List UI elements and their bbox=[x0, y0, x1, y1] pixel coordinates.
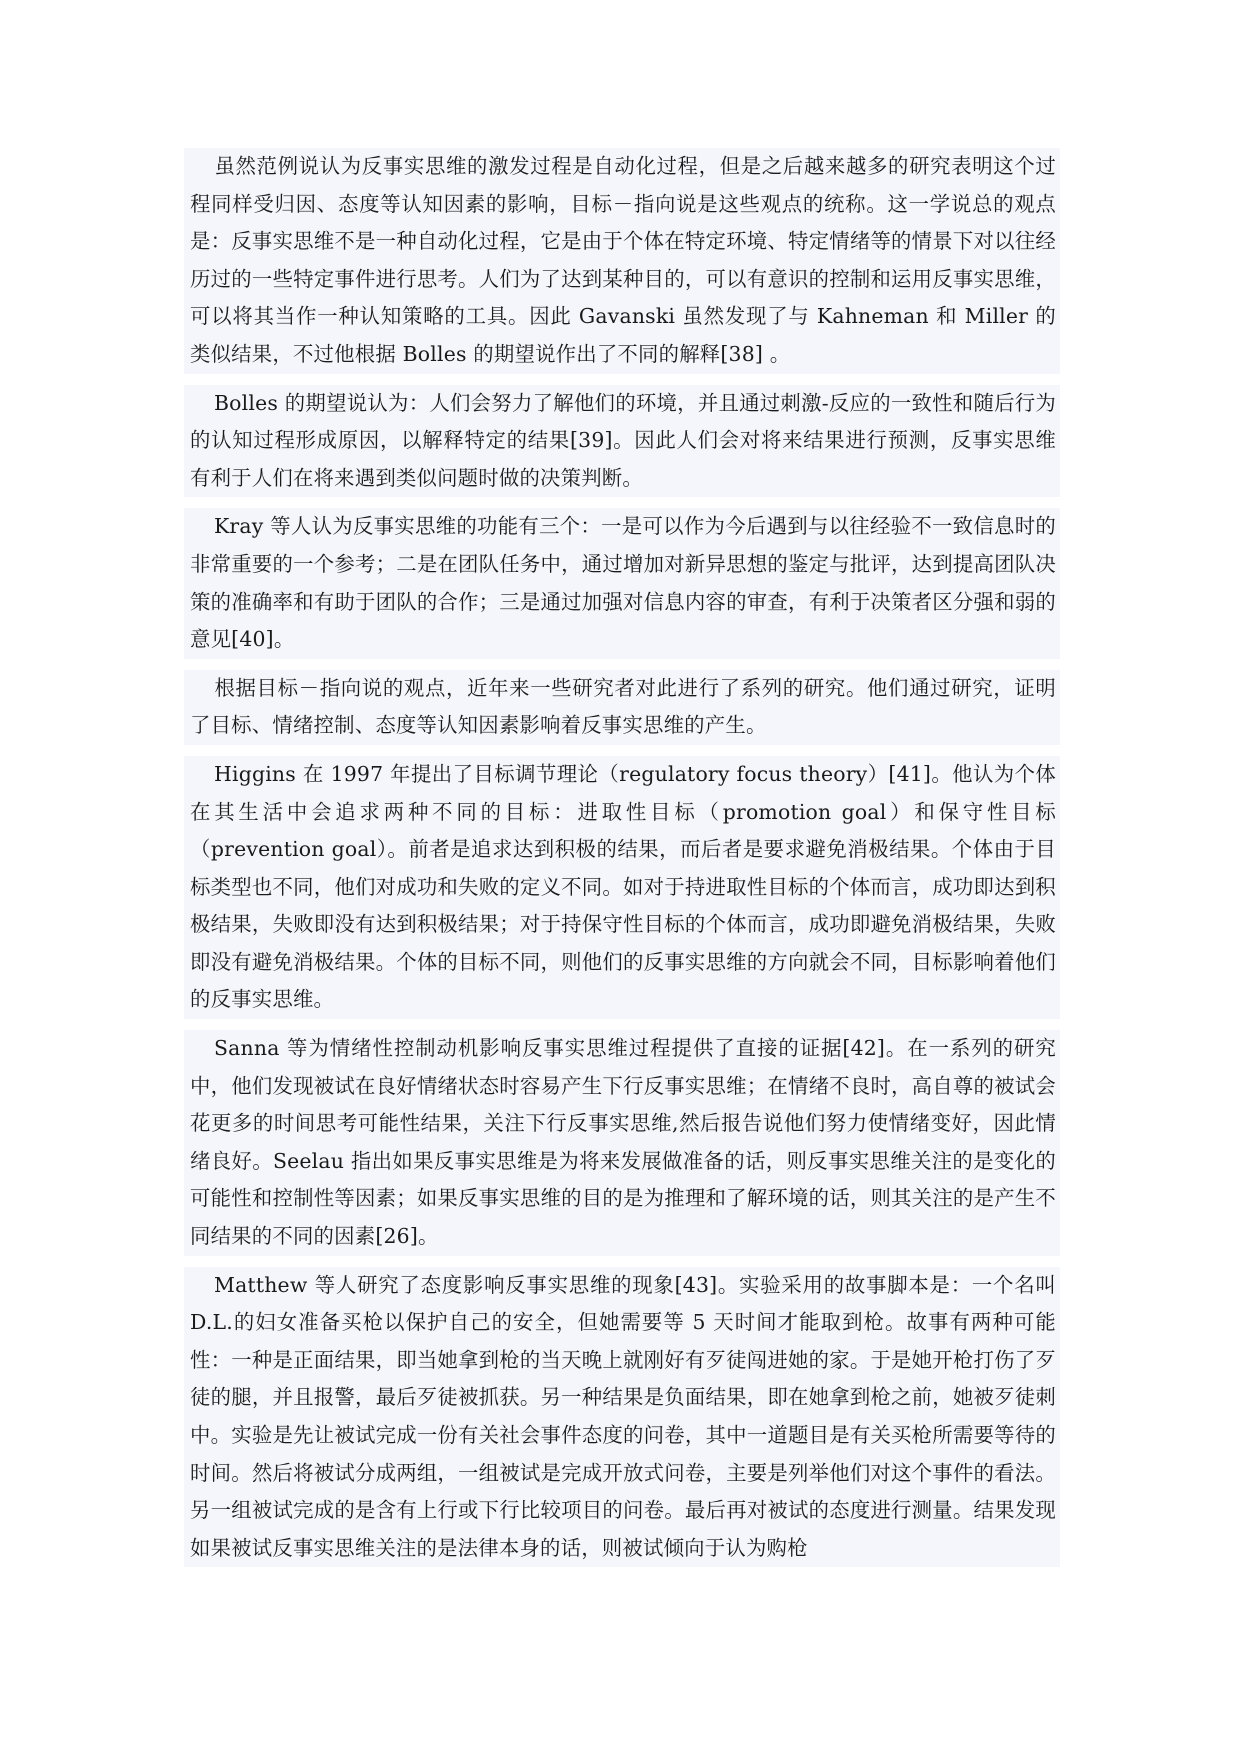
paragraph-recent-research bbox=[184, 670, 1060, 745]
paragraph-text: Higgins 在 1997 年提出了目标调节理论（regulatory focus theory）[41]。他认为个体在其生活中会追求两种不同的目标：进取性目标（promotion goal）和保守性目标（prevention goal）。前者是追求达到积极的结果，而后者是要求避免消极结果。个体由于目标类型也不同，他们对成功和失败的定义不同。如对于持进取性目标的个体而言，成功即达到积极结果，失败即没有达到积极结果；对于持保守性目标的个体而言，成功即避免消极结果，失败即没有避免消极结果。个体的目标不同，则他们的反事实思维的方向就会不同，目标影响着他们的反事实思维。 bbox=[190, 761, 1056, 1012]
paragraph-text: 根据目标－指向说的观点，近年来一些研究者对此进行了系列的研究。他们通过研究，证明了目标、情绪控制、态度等认知因素影响着反事实思维的产生。 bbox=[190, 675, 1056, 738]
paragraph-text: Kray 等人认为反事实思维的功能有三个：一是可以作为今后遇到与以往经验不一致信息时的非常重要的一个参考；二是在团队任务中，通过增加对新异思想的鉴定与批评，达到提高团队决策的准确率和有助于团队的合作；三是通过加强对信息内容的审查，有利于决策者区分强和弱的意见[40]。 bbox=[190, 514, 1056, 652]
paragraph-sanna-emotion bbox=[184, 1030, 1060, 1256]
paragraph-text: Sanna 等为情绪性控制动机影响反事实思维过程提供了直接的证据[42]。在一系列的研究中，他们发现被试在良好情绪状态时容易产生下行反事实思维；在情绪不良时，高自尊的被试会花更多的时间思考可能性结果，关注下行反事实思维,然后报告说他们努力使情绪变好，因此情绪良好。Seelau 指出如果反事实思维是为将来发展做准备的话，则反事实思维关注的是变化的可能性和控制性等因素；如果反事实思维的目的是为推理和了解环境的话，则其关注的是产生不同结果的不同的因素[26]。 bbox=[190, 1036, 1056, 1249]
paragraph-text: 虽然范例说认为反事实思维的激发过程是自动化过程，但是之后越来越多的研究表明这个过程同样受归因、态度等认知因素的影响，目标－指向说是这些观点的统称。这一学说总的观点是：反事实思维不是一种自动化过程，它是由于个体在特定环境、特定情绪等的情景下对以往经历过的一些特定事件进行思考。人们为了达到某种目的，可以有意识的控制和运用反事实思维，可以将其当作一种认知策略的工具。因此 Gavanski 虽然发现了与 Kahneman 和 Miller 的类似结果，不过他根据 Bolles 的期望说作出了不同的解释[38] 。 bbox=[190, 154, 1056, 366]
paragraph-higgins-regulatory-focus bbox=[184, 756, 1060, 1019]
paragraph-matthew-attitude bbox=[184, 1267, 1060, 1568]
paragraph-text: Bolles 的期望说认为：人们会努力了解他们的环境，并且通过刺激-反应的一致性和随后行为的认知过程形成原因，以解释特定的结果[39]。因此人们会对将来结果进行预测，反事实思维有利于人们在将来遇到类似问题时做的决策判断。 bbox=[190, 390, 1056, 490]
paragraph-kray-functions bbox=[184, 508, 1060, 658]
paragraph-goal-directed-theory bbox=[184, 148, 1060, 374]
document-page bbox=[184, 148, 1060, 1603]
paragraph-bolles-expectation bbox=[184, 385, 1060, 498]
paragraph-text: Matthew 等人研究了态度影响反事实思维的现象[43]。实验采用的故事脚本是：一个名叫 D.L.的妇女准备买枪以保护自己的安全，但她需要等 5 天时间才能取到枪。故事有两种可能性：一种是正面结果，即当她拿到枪的当天晚上就刚好有歹徒闯进她的家。于是她开枪打伤了歹徒的腿，并且报警，最后歹徒被抓获。另一种结果是负面结果，即在她拿到枪之前，她被歹徒刺中。实验是先让被试完成一份有关社会事件态度的问卷，其中一道题目是有关买枪所需要等待的时间。然后将被试分成两组，一组被试是完成开放式问卷，主要是列举他们对这个事件的看法。另一组被试完成的是含有上行或下行比较项目的问卷。最后再对被试的态度进行测量。结果发现如果被试反事实思维关注的是法律本身的话，则被试倾向于认为购枪 bbox=[190, 1272, 1056, 1560]
